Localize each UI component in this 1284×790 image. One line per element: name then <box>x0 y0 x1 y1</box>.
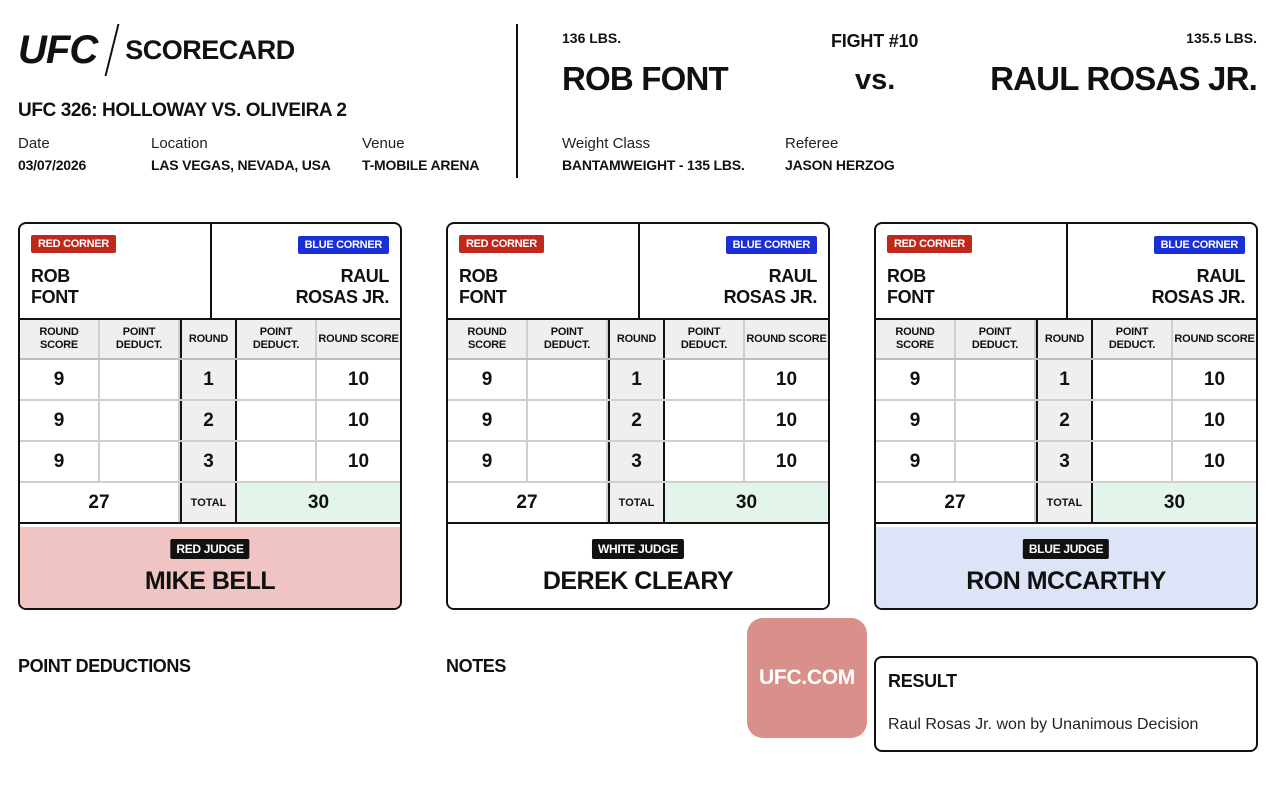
location-label: Location <box>151 135 208 152</box>
red-round-score: 9 <box>448 401 528 440</box>
round-rows <box>876 360 1256 483</box>
red-point-deduct <box>100 360 180 399</box>
location-value: LAS VEGAS, NEVADA, USA <box>151 157 331 173</box>
ufc-logo-text: UFC <box>18 27 98 72</box>
blue-corner-badge: BLUE CORNER <box>726 236 817 254</box>
red-round-score: 9 <box>20 442 100 481</box>
round-number: 2 <box>608 401 665 440</box>
blue-total: 30 <box>665 483 828 522</box>
blue-round-score: 10 <box>347 368 370 390</box>
blue-corner-fighter <box>724 266 817 308</box>
blue-last-name: ROSAS JR. <box>1151 287 1245 307</box>
blue-point-deduct <box>665 401 745 440</box>
blue-first-name: RAUL <box>1196 266 1245 286</box>
result-text: Raul Rosas Jr. won by Unanimous Decision <box>888 716 1199 733</box>
blue-corner-fighter <box>296 266 389 308</box>
blue-total: 30 <box>1093 483 1256 522</box>
red-point-deduct <box>956 442 1036 481</box>
red-total: 27 <box>876 483 1036 522</box>
col-round: ROUND <box>1036 320 1093 358</box>
blue-round-score: 10 <box>775 368 798 390</box>
ufc-scorecard-logo <box>18 26 295 74</box>
blue-fighter-weight: 135.5 LBS. <box>1186 30 1257 46</box>
judge-scorecard-1 <box>18 222 402 610</box>
round-row <box>448 360 828 401</box>
blue-fighter-name: RAUL ROSAS JR. <box>990 60 1257 97</box>
round-row <box>20 401 400 442</box>
judge-name: DEREK CLEARY <box>542 567 734 595</box>
round-row <box>448 442 828 483</box>
red-round-score: 9 <box>448 360 528 399</box>
blue-point-deduct <box>237 360 317 399</box>
col-blue-point-deduct: POINT DEDUCT. <box>237 320 317 358</box>
red-total: 27 <box>20 483 180 522</box>
score-grid-header <box>20 320 400 360</box>
judge-name: MIKE BELL <box>144 567 276 595</box>
event-title: UFC 326: HOLLOWAY VS. OLIVEIRA 2 <box>18 100 347 121</box>
total-label: TOTAL <box>180 483 237 522</box>
judge-area <box>448 527 828 610</box>
score-grid-header <box>448 320 828 360</box>
red-round-score: 9 <box>876 401 956 440</box>
logo-divider <box>105 24 120 76</box>
scorecard-logo-text: SCORECARD <box>125 34 295 65</box>
red-point-deduct <box>100 401 180 440</box>
blue-round-score: 10 <box>775 409 798 431</box>
red-corner-badge: RED CORNER <box>459 235 544 253</box>
judge-area <box>20 527 400 610</box>
blue-round-score: 10 <box>1203 368 1226 390</box>
blue-point-deduct <box>665 360 745 399</box>
blue-first-name: RAUL <box>340 266 389 286</box>
judge-badge: BLUE JUDGE <box>1023 539 1109 559</box>
date-label: Date <box>18 135 50 152</box>
blue-first-name: RAUL <box>768 266 817 286</box>
round-number: 3 <box>180 442 237 481</box>
judge-name: RON MCCARTHY <box>966 567 1166 595</box>
col-red-point-deduct: POINT DEDUCT. <box>956 320 1036 358</box>
corner-header <box>20 224 400 320</box>
date-value: 03/07/2026 <box>18 157 87 173</box>
col-blue-round-score: ROUND SCORE <box>317 320 400 358</box>
blue-round-score: 10 <box>1203 450 1226 472</box>
venue-value: T-MOBILE ARENA <box>362 157 480 173</box>
round-number: 3 <box>608 442 665 481</box>
blue-point-deduct <box>1093 442 1173 481</box>
red-point-deduct <box>528 442 608 481</box>
red-first-name: ROB <box>31 266 70 286</box>
red-first-name: ROB <box>459 266 498 286</box>
round-row <box>448 401 828 442</box>
col-blue-round-score: ROUND SCORE <box>1173 320 1256 358</box>
weight-class-value: BANTAMWEIGHT - 135 LBS. <box>562 157 745 173</box>
blue-last-name: ROSAS JR. <box>295 287 389 307</box>
blue-point-deduct <box>665 442 745 481</box>
round-rows <box>20 360 400 483</box>
total-row <box>876 483 1256 524</box>
total-row <box>448 483 828 524</box>
col-red-point-deduct: POINT DEDUCT. <box>528 320 608 358</box>
ufc-com-link[interactable]: UFC.COM <box>747 618 867 738</box>
blue-round-score: 10 <box>347 450 370 472</box>
red-last-name: FONT <box>31 287 79 307</box>
blue-round-score: 10 <box>347 409 370 431</box>
total-label: TOTAL <box>1036 483 1093 522</box>
round-row <box>20 360 400 401</box>
round-number: 2 <box>1036 401 1093 440</box>
score-grid <box>876 320 1256 524</box>
red-corner-fighter <box>459 266 506 308</box>
round-row <box>876 442 1256 483</box>
red-round-score: 9 <box>448 442 528 481</box>
red-last-name: FONT <box>459 287 507 307</box>
col-red-round-score: ROUND SCORE <box>876 320 956 358</box>
result-title: RESULT <box>888 671 957 691</box>
col-red-round-score: ROUND SCORE <box>448 320 528 358</box>
total-row <box>20 483 400 524</box>
red-total: 27 <box>448 483 608 522</box>
corner-divider <box>1066 224 1068 320</box>
judge-badge: RED JUDGE <box>170 539 249 559</box>
round-row <box>20 442 400 483</box>
red-last-name: FONT <box>887 287 935 307</box>
referee-label: Referee <box>785 135 839 152</box>
red-point-deduct <box>956 401 1036 440</box>
red-point-deduct <box>528 401 608 440</box>
red-round-score: 9 <box>876 360 956 399</box>
red-corner-fighter <box>31 266 78 308</box>
blue-point-deduct <box>1093 360 1173 399</box>
blue-point-deduct <box>237 401 317 440</box>
fight-number: FIGHT #10 <box>831 31 919 51</box>
round-number: 1 <box>608 360 665 399</box>
red-round-score: 9 <box>20 360 100 399</box>
corner-divider <box>638 224 640 320</box>
judge-area <box>876 527 1256 610</box>
round-number: 1 <box>180 360 237 399</box>
blue-point-deduct <box>1093 401 1173 440</box>
red-round-score: 9 <box>20 401 100 440</box>
col-round: ROUND <box>180 320 237 358</box>
round-rows <box>448 360 828 483</box>
total-label: TOTAL <box>608 483 665 522</box>
notes-title: NOTES <box>446 656 507 676</box>
round-row <box>876 401 1256 442</box>
blue-total: 30 <box>237 483 400 522</box>
versus-label: vs. <box>855 64 896 96</box>
corner-divider <box>210 224 212 320</box>
point-deductions-title: POINT DEDUCTIONS <box>18 656 191 676</box>
round-number: 3 <box>1036 442 1093 481</box>
red-point-deduct <box>100 442 180 481</box>
venue-label: Venue <box>362 135 405 152</box>
corner-header <box>448 224 828 320</box>
blue-corner-fighter <box>1152 266 1245 308</box>
red-fighter-weight: 136 LBS. <box>562 30 622 46</box>
result-box <box>874 656 1258 752</box>
judge-scorecard-2 <box>446 222 830 610</box>
score-grid <box>448 320 828 524</box>
score-grid <box>20 320 400 524</box>
blue-point-deduct <box>237 442 317 481</box>
blue-corner-badge: BLUE CORNER <box>1154 236 1245 254</box>
blue-last-name: ROSAS JR. <box>723 287 817 307</box>
judge-badge: WHITE JUDGE <box>592 539 684 559</box>
round-number: 1 <box>1036 360 1093 399</box>
col-blue-point-deduct: POINT DEDUCT. <box>1093 320 1173 358</box>
col-round: ROUND <box>608 320 665 358</box>
blue-round-score: 10 <box>775 450 798 472</box>
header-divider <box>516 24 518 178</box>
red-corner-fighter <box>887 266 934 308</box>
score-grid-header <box>876 320 1256 360</box>
round-number: 2 <box>180 401 237 440</box>
judge-scorecard-3 <box>874 222 1258 610</box>
red-point-deduct <box>956 360 1036 399</box>
col-blue-point-deduct: POINT DEDUCT. <box>665 320 745 358</box>
weight-class-label: Weight Class <box>562 135 651 152</box>
blue-round-score: 10 <box>1203 409 1226 431</box>
red-first-name: ROB <box>887 266 926 286</box>
red-corner-badge: RED CORNER <box>887 235 972 253</box>
blue-corner-badge: BLUE CORNER <box>298 236 389 254</box>
referee-value: JASON HERZOG <box>785 157 895 173</box>
red-round-score: 9 <box>876 442 956 481</box>
red-point-deduct <box>528 360 608 399</box>
red-fighter-name: ROB FONT <box>562 60 728 97</box>
col-red-point-deduct: POINT DEDUCT. <box>100 320 180 358</box>
red-corner-badge: RED CORNER <box>31 235 116 253</box>
col-red-round-score: ROUND SCORE <box>20 320 100 358</box>
col-blue-round-score: ROUND SCORE <box>745 320 828 358</box>
corner-header <box>876 224 1256 320</box>
round-row <box>876 360 1256 401</box>
